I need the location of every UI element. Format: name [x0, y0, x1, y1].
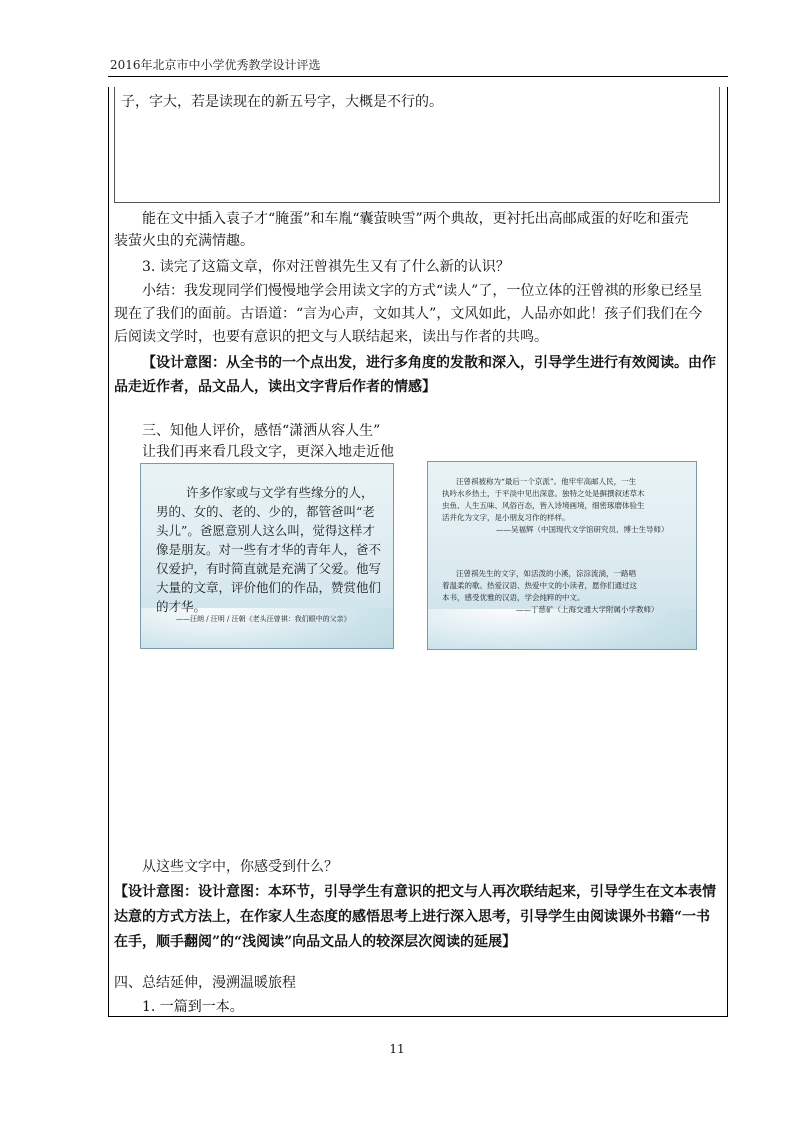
- quote-image-right: [427, 461, 697, 650]
- image-right-citation: ——吴福辉（中国现代文学馆研究员、博士生导师）: [496, 525, 669, 534]
- summary-line: 后阅读文学时，也要有意识的把文与人联结起来，读出与作者的共鸣。: [114, 329, 548, 345]
- design-intent-2: 在手，顺手翻阅”的“浅阅读”向品文品人的较深层次阅读的延展】: [114, 934, 517, 950]
- image-right-line: 活并化为文字，是小朋友习作的样样。: [442, 513, 570, 522]
- section-4-item-1: 1. 一篇到一本。: [142, 999, 244, 1015]
- page-number: 11: [389, 1042, 405, 1056]
- summary-line: 小结：我发现同学们慢慢地学会用读文字的方式“读人”了，一位立体的汪曾祺的形象已经呈: [142, 283, 703, 299]
- image-left-citation: ——汪朗 / 汪明 / 汪朝《老头汪曾祺：我们眼中的父亲》: [176, 615, 351, 623]
- image-right-line: 着温柔的歌。热爱汉语、热爱中文的小读者，愿你们通过这: [442, 581, 637, 590]
- summary-line: 现在了我们的面前。古语道：“言为心声，文如其人”，文风如此，人品亦如此！孩子们我们在今: [114, 306, 703, 322]
- image-right-citation: ——丁慈矿（上海交通大学附属小学教师）: [516, 605, 659, 614]
- section-3-heading: 三、知他人评价，感悟“潇洒从容人生”: [142, 423, 381, 439]
- section-4-heading: 四、总结延伸，漫溯温暖旅程: [114, 975, 296, 991]
- image-right-line: 汪曾祺先生的文字，如活泼的小溪，淙淙流淌，一路唱: [456, 569, 636, 578]
- image-left-line: 男的、女的、老的、少的，都管爸叫“老: [156, 504, 375, 519]
- quote-image-left: [140, 463, 394, 649]
- image-left-line: 仅爱护，有时简直就是充满了父爱。他写: [156, 561, 382, 576]
- design-intent-1: 【设计意图：从全书的一个点出发，进行多角度的发散和深入，引导学生进行有效阅读。由作: [142, 355, 716, 371]
- design-intent-1: 品走近作者，品文品人，读出文字背后作者的情感】: [114, 379, 436, 395]
- design-intent-2: 【设计意图：设计意图：本环节，引导学生有意识的把文与人再次联结起来，引导学生在文本表情: [114, 884, 716, 900]
- question-3: 3. 读完了这篇文章，你对汪曾祺先生又有了什么新的认识？: [142, 259, 510, 275]
- image-left-line: 像是朋友。对一些有才华的青年人，爸不: [156, 542, 382, 557]
- header-rule: [108, 76, 728, 77]
- image-left-line: 头儿”。爸愿意别人这么叫，觉得这样才: [156, 523, 375, 538]
- page-header: 2016年北京市中小学优秀教学设计评选: [110, 58, 321, 72]
- image-left-line: 许多作家或与文学有些缘分的人，: [186, 485, 374, 500]
- image-left-line: 大量的文章，评价他们的作品，赞赏他们: [156, 580, 382, 595]
- quote-text: 子，字大，若是读现在的新五号字，大概是不行的。: [121, 94, 443, 110]
- image-left-line: 的才华。: [156, 599, 207, 614]
- reflection-question: 从这些文字中，你感受到什么？: [142, 859, 338, 875]
- design-intent-2: 达意的方式方法上，在作家人生态度的感悟思考上进行深入思考，引导学生由阅读课外书籍“一书: [114, 909, 711, 925]
- image-right-line: 本书，感受优雅的汉语，学会纯粹的中文。: [442, 593, 585, 602]
- paragraph-line: 能在文中插入袁子才“腌蛋”和车胤“囊萤映雪”两个典故，更衬托出高邮咸蛋的好吃和蛋壳: [142, 211, 689, 227]
- image-right-line: 虫鱼、人生五味、风俗百态，皆入诗境画境，细密琢磨体验生: [442, 501, 645, 510]
- image-right-line: 汪曾祺被称为“最后一个京派”。他牢牢高邮人民，一生: [456, 477, 637, 486]
- image-right-line: 执吟水乡热土，于平淡中见出深意。独特之处是摒撰叙述草木: [442, 489, 645, 498]
- section-3-subheading: 让我们再来看几段文字，更深入地走近他: [142, 444, 394, 460]
- quote-box: [114, 87, 720, 203]
- paragraph-line: 装萤火虫的充满情趣。: [114, 233, 254, 249]
